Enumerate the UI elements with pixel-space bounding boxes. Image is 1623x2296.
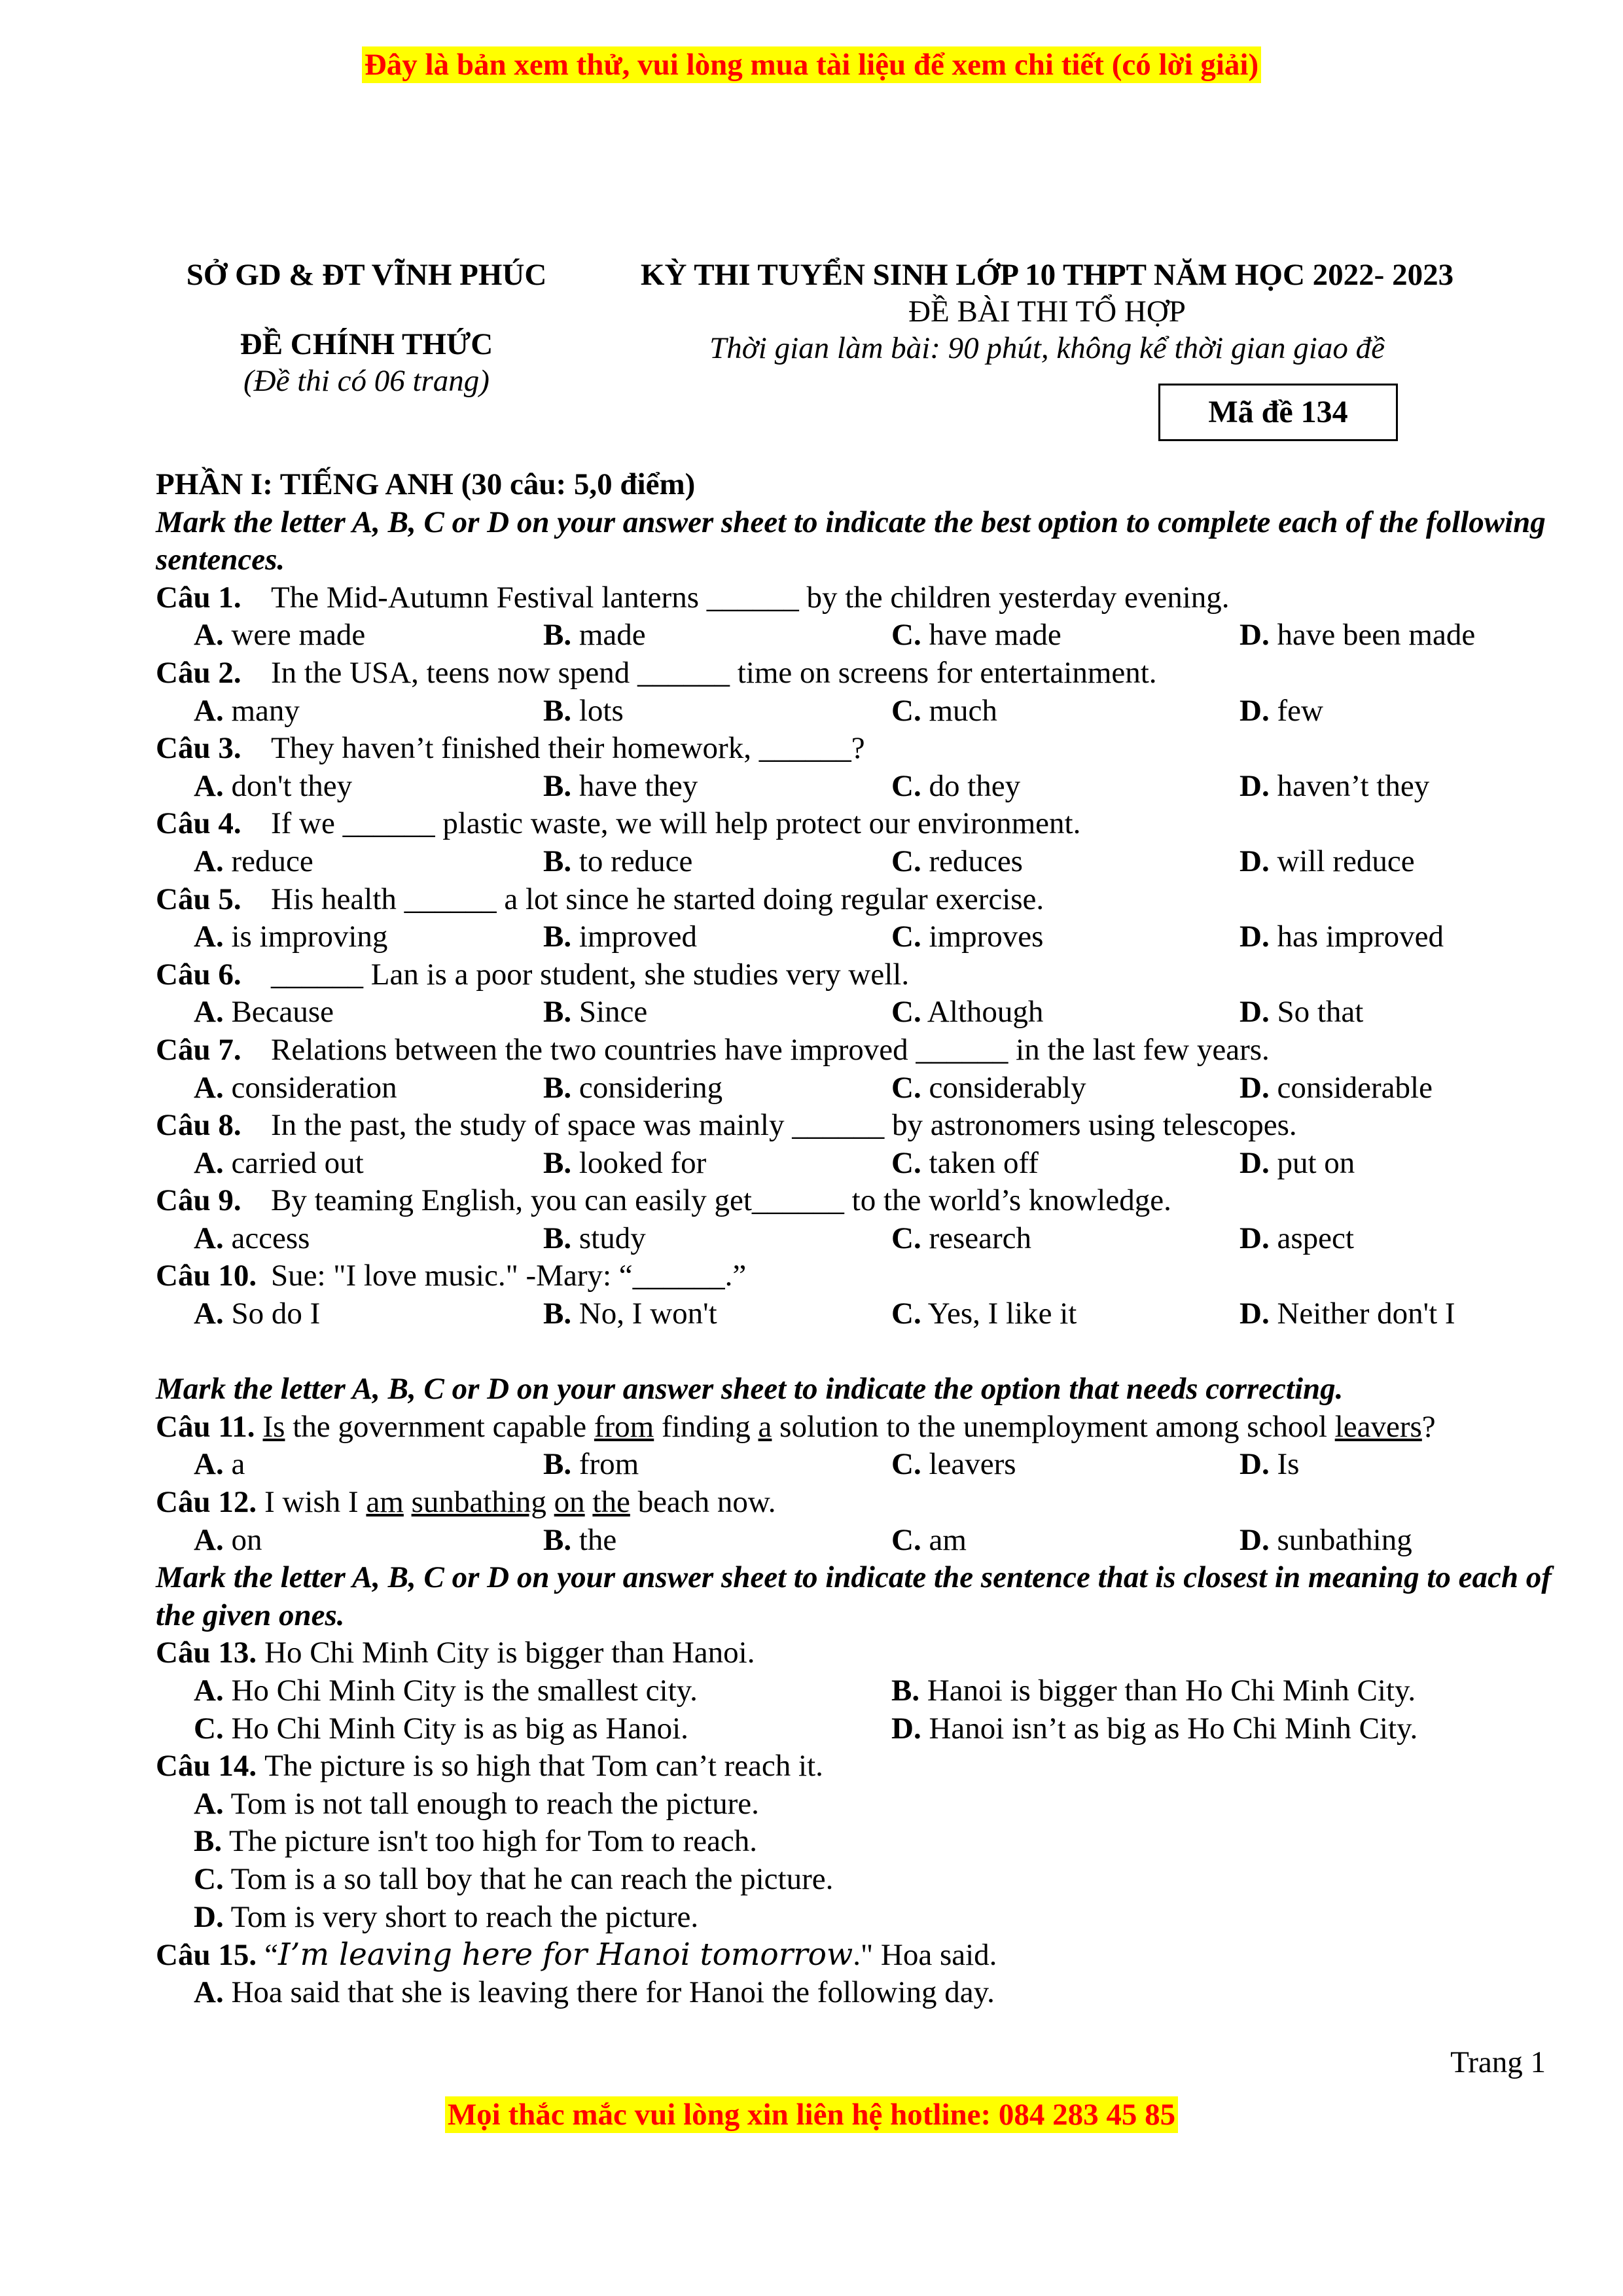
option-c: C. improves [891,920,1044,954]
underlined-word: on [554,1485,585,1520]
underlined-word: the [592,1485,630,1520]
options-row [156,918,1569,956]
section-title: PHẦN I: TIẾNG ANH (30 câu: 5,0 điểm) [156,467,696,501]
question-6 [156,956,1569,994]
options-row [156,1710,1569,1748]
option-d: D. Neither don't I [1240,1297,1455,1331]
exam-code-box: Mã đề 134 [1158,384,1398,441]
options-row [156,768,1569,806]
instruction-correction: Mark the letter A, B, C or D on your answer sheet to indicate the option that needs correcting. [156,1372,1344,1407]
question-text: finding [654,1409,758,1444]
question-text: His health ______ a lot since he started doing regular exercise. [271,882,1044,916]
page-number: Trang 1 [1450,2045,1546,2079]
option-a: A. don't they [194,768,353,803]
question-number: Câu 12. [156,1485,257,1520]
options-row [156,1672,1569,1710]
exam-subject: ĐỀ BÀI THI TỔ HỢP [908,295,1186,329]
instruction-meaning: Mark the letter A, B, C or D on your answer sheet to indicate the sentence that is closest in meaning to each of the given ones. [156,1560,1552,1632]
option-c: C. Tom is a so tall boy that he can reach the picture. [194,1861,834,1896]
option-d: D. Is [1240,1447,1300,1482]
question-text: I wish I [264,1485,366,1520]
option-b: B. The picture isn't too high for Tom to reach. [194,1824,758,1859]
option-c: C. am [891,1522,967,1557]
question-text: ______ Lan is a poor student, she studies very well. [271,957,910,992]
question-3 [156,730,1569,768]
question-10 [156,1257,1569,1295]
underlined-word: a [758,1409,772,1444]
option-c: C. Yes, I like it [891,1297,1077,1331]
question-1 [156,579,1569,617]
option-d: D. So that [1240,995,1364,1030]
question-text: The picture is so high that Tom can’t reach it. [264,1749,823,1784]
options-row [156,843,1569,881]
option-a: A. on [194,1522,262,1557]
question-number: Câu 13. [156,1636,257,1670]
option-d: D. sunbathing [1240,1522,1412,1557]
option-a: A. many [194,693,300,728]
option-a: A. Hoa said that she is leaving there for Hanoi the following day. [194,1975,995,2009]
question-text: solution to the unemployment among school [772,1409,1335,1444]
question-number: Câu 4. [156,806,241,841]
underlined-word: leavers [1334,1409,1422,1444]
hotline-banner [0,2097,1623,2132]
question-8 [156,1107,1569,1145]
option-c: C. do they [891,768,1021,803]
question-number: Câu 10. [156,1259,257,1293]
option-c: C. Ho Chi Minh City is as big as Hanoi. [194,1711,688,1746]
question-number: Câu 2. [156,655,241,690]
option-b: B. to reduce [543,844,693,878]
option-b: B. looked for [543,1145,707,1180]
options-row [156,1220,1569,1258]
question-number: Câu 3. [156,731,241,766]
question-text: beach now. [630,1485,776,1520]
option-a: A. is improving [194,920,388,954]
question-text: If we ______ plastic waste, we will help protect our environment. [271,806,1081,841]
exam-time: Thời gian làm bài: 90 phút, không kể thời gian giao đề [709,331,1385,365]
question-13 [156,1634,1569,1672]
option-b: B. the [543,1522,617,1557]
option-b: B. considering [543,1070,723,1105]
page-count-note: (Đề thi có 06 trang) [243,364,490,398]
underlined-word: from [594,1409,654,1444]
option-d: D. considerable [1240,1070,1433,1105]
question-11 [156,1408,1569,1446]
option-a: A. consideration [194,1070,397,1105]
option-a: A. reduce [194,844,313,878]
option-b: B. Since [543,995,648,1030]
options-row [156,1069,1569,1107]
underlined-word: Is [262,1409,285,1444]
question-4 [156,805,1569,843]
header-right [589,257,1505,367]
option-b: B. improved [543,920,697,954]
question-number: Câu 6. [156,957,241,992]
question-text: In the past, the study of space was mainly ______ by astronomers using telescopes. [271,1108,1297,1143]
quoted-speech: I’m leaving here for Hanoi tomorrow [277,1937,853,1973]
question-number: Câu 15. [156,1938,257,1973]
option-d: D. Hanoi isn’t as big as Ho Chi Minh City. [891,1711,1418,1746]
option-d: D. has improved [1240,920,1444,954]
department-name: SỞ GD & ĐT VĨNH PHÚC [186,258,547,292]
question-text: Relations between the two countries have improved ______ in the last few years. [271,1032,1270,1067]
question-14 [156,1748,1569,1785]
question-12 [156,1484,1569,1522]
question-number: Câu 9. [156,1183,241,1218]
option-d: D. few [1240,693,1323,728]
question-list [156,579,1569,1333]
preview-banner-text: Đây là bản xem thử, vui lòng mua tài liệu để xem chi tiết (có lời giải) [362,46,1261,83]
option-a: A. a [194,1447,245,1482]
question-text: They haven’t finished their homework, ______? [271,731,865,766]
options-row [156,1446,1569,1484]
question-text: In the USA, teens now spend ______ time on screens for entertainment. [271,655,1157,690]
option-c: C. taken off [891,1145,1039,1180]
underlined-word: am [366,1485,404,1520]
option-b: B. have they [543,768,698,803]
option-b: B. No, I won't [543,1297,717,1331]
header-left [157,257,576,399]
option-a: A. So do I [194,1297,321,1331]
option-a: A. Tom is not tall enough to reach the picture. [194,1786,759,1821]
preview-banner [0,47,1623,82]
option-b: B. lots [543,693,624,728]
question-text: ? [1421,1409,1436,1444]
underlined-word: sunbathing [411,1485,546,1520]
question-2 [156,655,1569,692]
question-text: Sue: "I love music." -Mary: “______.” [271,1259,747,1293]
question-text: By teaming English, you can easily get______ to the world’s knowledge. [271,1183,1171,1218]
options-row [156,1145,1569,1183]
question-number: Câu 14. [156,1749,257,1784]
option-c: C. have made [891,618,1061,653]
options-row [156,1522,1569,1560]
question-9 [156,1182,1569,1220]
instruction-completion: Mark the letter A, B, C or D on your answer sheet to indicate the best option to complete each of the following sentences. [156,505,1546,577]
options-row [156,994,1569,1031]
option-a: A. Because [194,995,334,1030]
option-d: D. will reduce [1240,844,1415,878]
option-c: C. research [891,1221,1031,1255]
option-a: A. were made [194,618,366,653]
question-5 [156,881,1569,919]
hotline-banner-text: Mọi thắc mắc vui lòng xin liên hệ hotline: 084 283 45 85 [445,2096,1178,2133]
option-b: B. Hanoi is bigger than Ho Chi Minh City. [891,1674,1416,1708]
options-row [156,692,1569,730]
option-b: B. made [543,618,646,653]
option-b: B. from [543,1447,639,1482]
option-c: C. reduces [891,844,1023,878]
question-number: Câu 1. [156,580,241,615]
question-7 [156,1031,1569,1069]
options-row [156,1295,1569,1333]
option-a: A. access [194,1221,310,1255]
question-text: The Mid-Autumn Festival lanterns ______ by the children yesterday evening. [271,580,1230,615]
option-d: D. haven’t they [1240,768,1430,803]
option-c: C. considerably [891,1070,1086,1105]
option-c: C. leavers [891,1447,1016,1482]
option-d: D. Tom is very short to reach the picture. [194,1899,699,1934]
question-number: Câu 7. [156,1032,241,1067]
question-number: Câu 8. [156,1108,241,1143]
question-text: Ho Chi Minh City is bigger than Hanoi. [264,1636,755,1670]
option-d: D. aspect [1240,1221,1354,1255]
option-c: C. Although [891,995,1044,1030]
official-label: ĐỀ CHÍNH THỨC [240,327,493,361]
option-a: A. carried out [194,1145,364,1180]
question-number: Câu 11. [156,1409,255,1444]
option-b: B. study [543,1221,646,1255]
exam-title: KỲ THI TUYỂN SINH LỚP 10 THPT NĂM HỌC 2022- 2023 [640,258,1454,292]
option-c: C. much [891,693,997,728]
question-15: Câu 15. “I’m leaving here for Hanoi tomorrow." Hoa said. [156,1936,1569,1974]
option-d: D. put on [1240,1145,1355,1180]
option-d: D. have been made [1240,618,1476,653]
question-text: the government capable [285,1409,594,1444]
option-a: A. Ho Chi Minh City is the smallest city. [194,1674,698,1708]
options-row [156,617,1569,655]
exam-content [156,466,1569,2011]
question-number: Câu 5. [156,882,241,916]
